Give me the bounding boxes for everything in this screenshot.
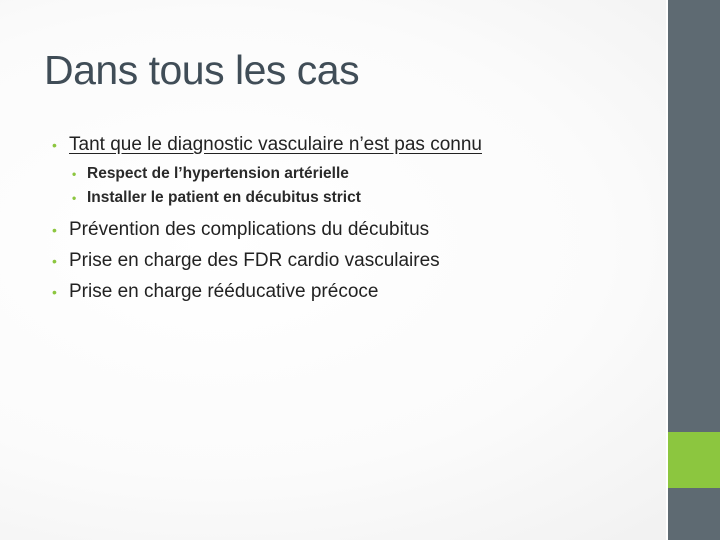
bullet-item <box>52 218 652 242</box>
bullet-text: Prise en charge des FDR cardio vasculaires <box>69 250 440 271</box>
bullet-item <box>52 133 652 157</box>
bullet-item <box>52 280 652 304</box>
slide-title: Dans tous les cas <box>44 47 360 93</box>
bullet-dot-icon: • <box>52 253 57 269</box>
sub-bullet-item <box>72 164 652 184</box>
sub-bullet-text: Installer le patient en décubitus strict <box>87 189 361 206</box>
bullet-dot-icon: • <box>72 167 77 181</box>
bullet-dot-icon: • <box>72 191 77 205</box>
bullet-text: Tant que le diagnostic vasculaire n’est pas connu <box>69 134 482 155</box>
bullet-item <box>52 249 652 273</box>
bullet-list <box>52 133 652 311</box>
bullet-dot-icon: • <box>52 222 57 238</box>
bullet-dot-icon: • <box>52 137 57 153</box>
accent-block <box>666 432 720 488</box>
sub-bullet-item <box>72 188 652 208</box>
sub-bullet-text: Respect de l’hypertension artérielle <box>87 165 349 182</box>
bullet-dot-icon: • <box>52 284 57 300</box>
bullet-text: Prise en charge rééducative précoce <box>69 281 379 302</box>
bullet-text: Prévention des complications du décubitus <box>69 219 430 240</box>
